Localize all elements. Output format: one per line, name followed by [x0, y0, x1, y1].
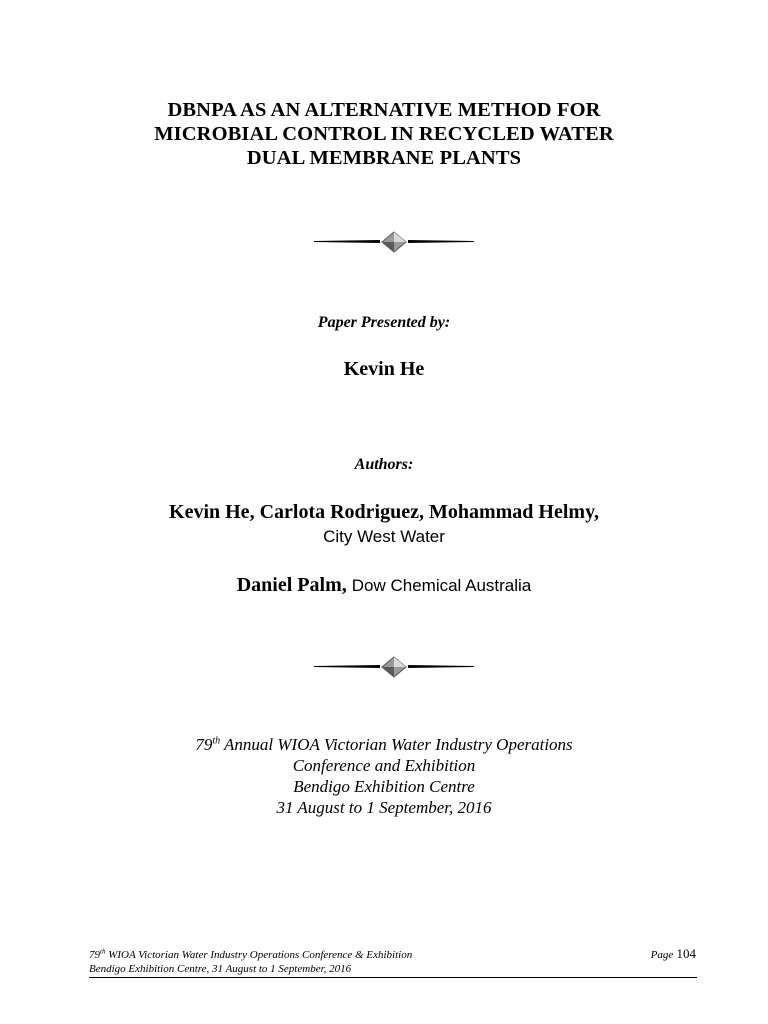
footer-ordinal-suffix: th	[100, 947, 106, 956]
footer-line-2: Bendigo Exhibition Centre, 31 August to 1 September, 2016	[89, 963, 352, 975]
footer-line-1	[89, 948, 412, 962]
title-line-2: MICROBIAL CONTROL IN RECYCLED WATER	[154, 123, 614, 145]
conference-ordinal-suffix: th	[212, 735, 221, 747]
title-line-3: DUAL MEMBRANE PLANTS	[246, 147, 522, 169]
conference-line-4: 31 August to 1 September, 2016	[276, 798, 492, 817]
conference-ordinal: 79	[195, 735, 213, 754]
author-group-1-org	[0, 525, 768, 548]
title-line-1: DBNPA AS AN ALTERNATIVE METHOD FOR	[167, 99, 601, 121]
conference-info	[0, 734, 768, 818]
author-org: Dow Chemical Australia	[351, 576, 532, 595]
conference-line-1	[0, 734, 768, 755]
presented-by-label: Paper Presented by:	[317, 314, 451, 331]
footer-conference-name: WIOA Victorian Water Industry Operations Conference & Exhibition	[105, 949, 413, 961]
footer-ordinal: 79	[89, 949, 100, 961]
footer-rule	[89, 977, 697, 978]
author-group-1	[0, 501, 768, 524]
page-label: Page	[650, 949, 674, 961]
conference-line-2: Conference and Exhibition	[292, 756, 476, 775]
conference-name: Annual WIOA Victorian Water Industry Operations	[220, 735, 573, 754]
page-number	[640, 946, 696, 962]
page-footer	[89, 948, 412, 976]
paper-title	[0, 98, 768, 170]
page-number-value: 104	[676, 946, 696, 961]
presenter-name: Kevin He	[343, 358, 425, 380]
author-group-2	[0, 574, 768, 597]
author-org: City West Water	[323, 527, 445, 546]
author-names: Daniel Palm,	[236, 574, 347, 596]
conference-line-3: Bendigo Exhibition Centre	[293, 777, 475, 796]
diamond-divider-icon	[312, 656, 476, 678]
diamond-divider-icon	[312, 231, 476, 253]
authors-label: Authors:	[354, 456, 414, 473]
author-names: Kevin He, Carlota Rodriguez, Mohammad Helmy,	[169, 501, 599, 523]
